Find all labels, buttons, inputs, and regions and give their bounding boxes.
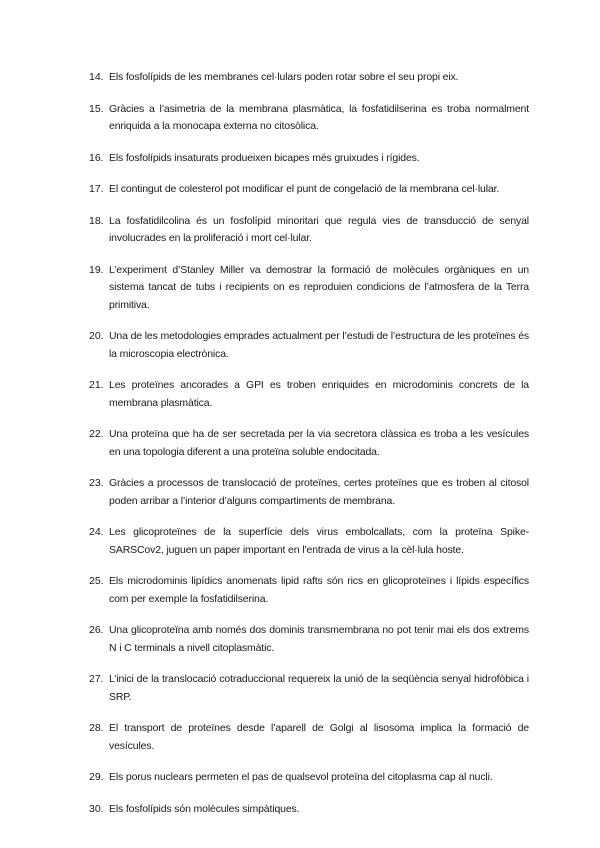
item-number: 17.	[89, 183, 104, 195]
item-number: 14.	[89, 71, 104, 83]
item-text: Els microdominis lipídics anomenats lipid rafts són rics en glicoproteïnes i lípids específics com per exemple la fosfatidilserina.	[109, 575, 529, 605]
list-item	[89, 475, 529, 510]
list-item	[89, 328, 529, 363]
item-number: 27.	[89, 673, 104, 685]
item-number: 29.	[89, 771, 104, 783]
list-item	[89, 377, 529, 412]
list-item	[89, 426, 529, 461]
list-item	[89, 622, 529, 657]
item-text: Les glicoproteïnes de la superfície dels virus embolcallats, com la proteïna Spike-SARSCov2, juguen un paper important en l’entrada de virus a la cèl·lula hoste.	[109, 526, 529, 556]
list-item	[89, 150, 529, 168]
item-text: Els porus nuclears permeten el pas de qualsevol proteïna del citoplasma cap al nucli.	[109, 771, 493, 783]
list-item	[89, 101, 529, 136]
statement-list	[89, 69, 529, 832]
list-item	[89, 671, 529, 706]
item-text: Una de les metodologies emprades actualment per l’estudi de l’estructura de les proteïnes és la microscopia electrònica.	[109, 330, 529, 360]
item-number: 15.	[89, 102, 104, 115]
item-text: El contingut de colesterol pot modificar el punt de congelació de la membrana cel·lular.	[109, 183, 500, 195]
item-number: 23.	[89, 477, 104, 489]
item-number: 22.	[89, 428, 104, 440]
item-text: Els fosfolípids insaturats produeixen bicapes més gruixudes i rígides.	[109, 151, 420, 164]
list-item	[89, 181, 529, 199]
list-item	[89, 213, 529, 248]
list-item	[89, 573, 529, 608]
item-number: 24.	[89, 526, 104, 538]
list-item	[89, 720, 529, 755]
item-number: 16.	[89, 151, 104, 164]
item-number: 28.	[89, 722, 104, 734]
list-item	[89, 769, 529, 787]
list-item	[89, 262, 529, 315]
item-number: 26.	[89, 624, 104, 636]
item-number: 21.	[89, 379, 104, 391]
item-number: 30.	[89, 802, 104, 815]
item-text: La fosfatidilcolina és un fosfolípid minoritari que regula vies de transducció de senyal involucrades en la proliferació i mort cel·lular.	[109, 214, 529, 244]
item-number: 25.	[89, 575, 104, 587]
item-text: L’experiment d’Stanley Miller va demostrar la formació de molècules orgàniques en un sistema tancat de tubs i recipients on es reproduien condicions de l’atmosfera de la Terra primitiva.	[109, 263, 529, 311]
item-text: Gràcies a l’asimetria de la membrana plasmàtica, la fosfatidilserina es troba normalment enriquida a la monocapa externa no citosòlica.	[109, 102, 529, 132]
item-number: 18.	[89, 214, 104, 227]
list-item	[89, 69, 529, 87]
item-text: Gràcies a processos de translocació de proteïnes, certes proteïnes que es troben al citosol poden arribar a l’interior d’alguns compartiments de membrana.	[109, 477, 529, 507]
item-text: Les proteïnes ancorades a GPI es troben enriquides en microdominis concrets de la membrana plasmàtica.	[109, 379, 529, 409]
item-text: Els fosfolípids són molècules simpàtiques.	[109, 802, 300, 815]
item-text: Els fosfolípids de les membranes cel·lulars poden rotar sobre el seu propi eix.	[109, 71, 459, 83]
item-text: Una proteïna que ha de ser secretada per la via secretora clàssica es troba a les vesícules en una topologia diferent a una proteïna soluble endocitada.	[109, 428, 529, 458]
item-number: 19.	[89, 263, 104, 276]
item-text: El transport de proteïnes desde l’aparell de Golgi al lisosoma implica la formació de vesícules.	[109, 722, 529, 752]
item-number: 20.	[89, 330, 104, 342]
list-item	[89, 524, 529, 559]
item-text: L’inici de la translocació cotraduccional requereix la unió de la seqüència senyal hidrofòbica i SRP.	[109, 673, 529, 703]
list-item	[89, 801, 529, 819]
item-text: Una glicoproteïna amb només dos dominis transmembrana no pot tenir mai els dos extrems N i C terminals a nivell citoplasmàtic.	[109, 624, 529, 654]
